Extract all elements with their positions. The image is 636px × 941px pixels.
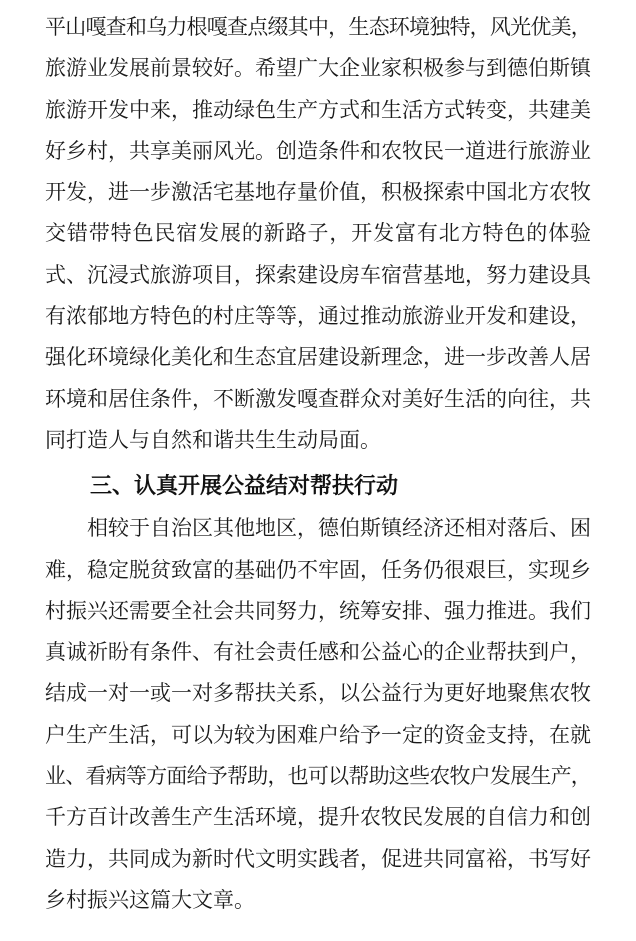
paragraph-line: 旅游开发中来，推动绿色生产方式和生活方式转变，共建美 <box>45 98 591 122</box>
paragraph-line: 乡村振兴这篇大文章。 <box>45 888 255 912</box>
paragraph-line: 强化环境绿化美化和生态宜居建设新理念，进一步改善人居 <box>45 346 591 370</box>
paragraph-line: 式、沉浸式旅游项目，探索建设房车宿营基地，努力建设具 <box>45 263 591 287</box>
section-heading: 三、认真开展公益结对帮扶行动 <box>90 473 399 499</box>
paragraph-line: 平山嘎查和乌力根嘎查点缀其中，生态环境独特，风光优美， <box>45 16 591 39</box>
paragraph-line: 村振兴还需要全社会共同努力，统筹安排、强力推进。我们 <box>45 599 591 623</box>
paragraph-line: 千方百计改善生产生活环境，提升农牧民发展的自信力和创 <box>45 806 591 830</box>
paragraph-line: 好乡村，共享美丽风光。创造条件和农牧民一道进行旅游业 <box>45 139 591 163</box>
paragraph-line: 旅游业发展前景较好。希望广大企业家积极参与到德伯斯镇 <box>45 57 591 81</box>
paragraph-line: 开发，进一步激活宅基地存量价值，积极探索中国北方农牧 <box>45 181 591 205</box>
paragraph-line: 有浓郁地方特色的村庄等等，通过推动旅游业开发和建设， <box>45 305 591 329</box>
paragraph-line: 环境和居住条件，不断激发嘎查群众对美好生活的向往，共 <box>45 387 591 411</box>
paragraph-line: 真诚祈盼有条件、有社会责任感和公益心的企业帮扶到户， <box>45 641 591 665</box>
paragraph-line: 相较于自治区其他地区，德伯斯镇经济还相对落后、困 <box>87 517 591 541</box>
paragraph-line: 同打造人与自然和谐共生生动局面。 <box>45 428 381 452</box>
paragraph-line: 难，稳定脱贫致富的基础仍不牢固，任务仍很艰巨，实现乡 <box>45 558 591 582</box>
paragraph-line: 户生产生活，可以为较为困难户给予一定的资金支持，在就 <box>45 723 591 747</box>
paragraph-line: 结成一对一或一对多帮扶关系，以公益行为更好地聚焦农牧 <box>45 682 591 706</box>
paragraph-line: 交错带特色民宿发展的新路子，开发富有北方特色的体验 <box>45 222 591 246</box>
paragraph-line: 业、看病等方面给予帮助，也可以帮助这些农牧户发展生产， <box>45 765 591 789</box>
paragraph-line: 造力，共同成为新时代文明实践者，促进共同富裕，书写好 <box>45 847 591 871</box>
document-text-block <box>45 7 591 921</box>
